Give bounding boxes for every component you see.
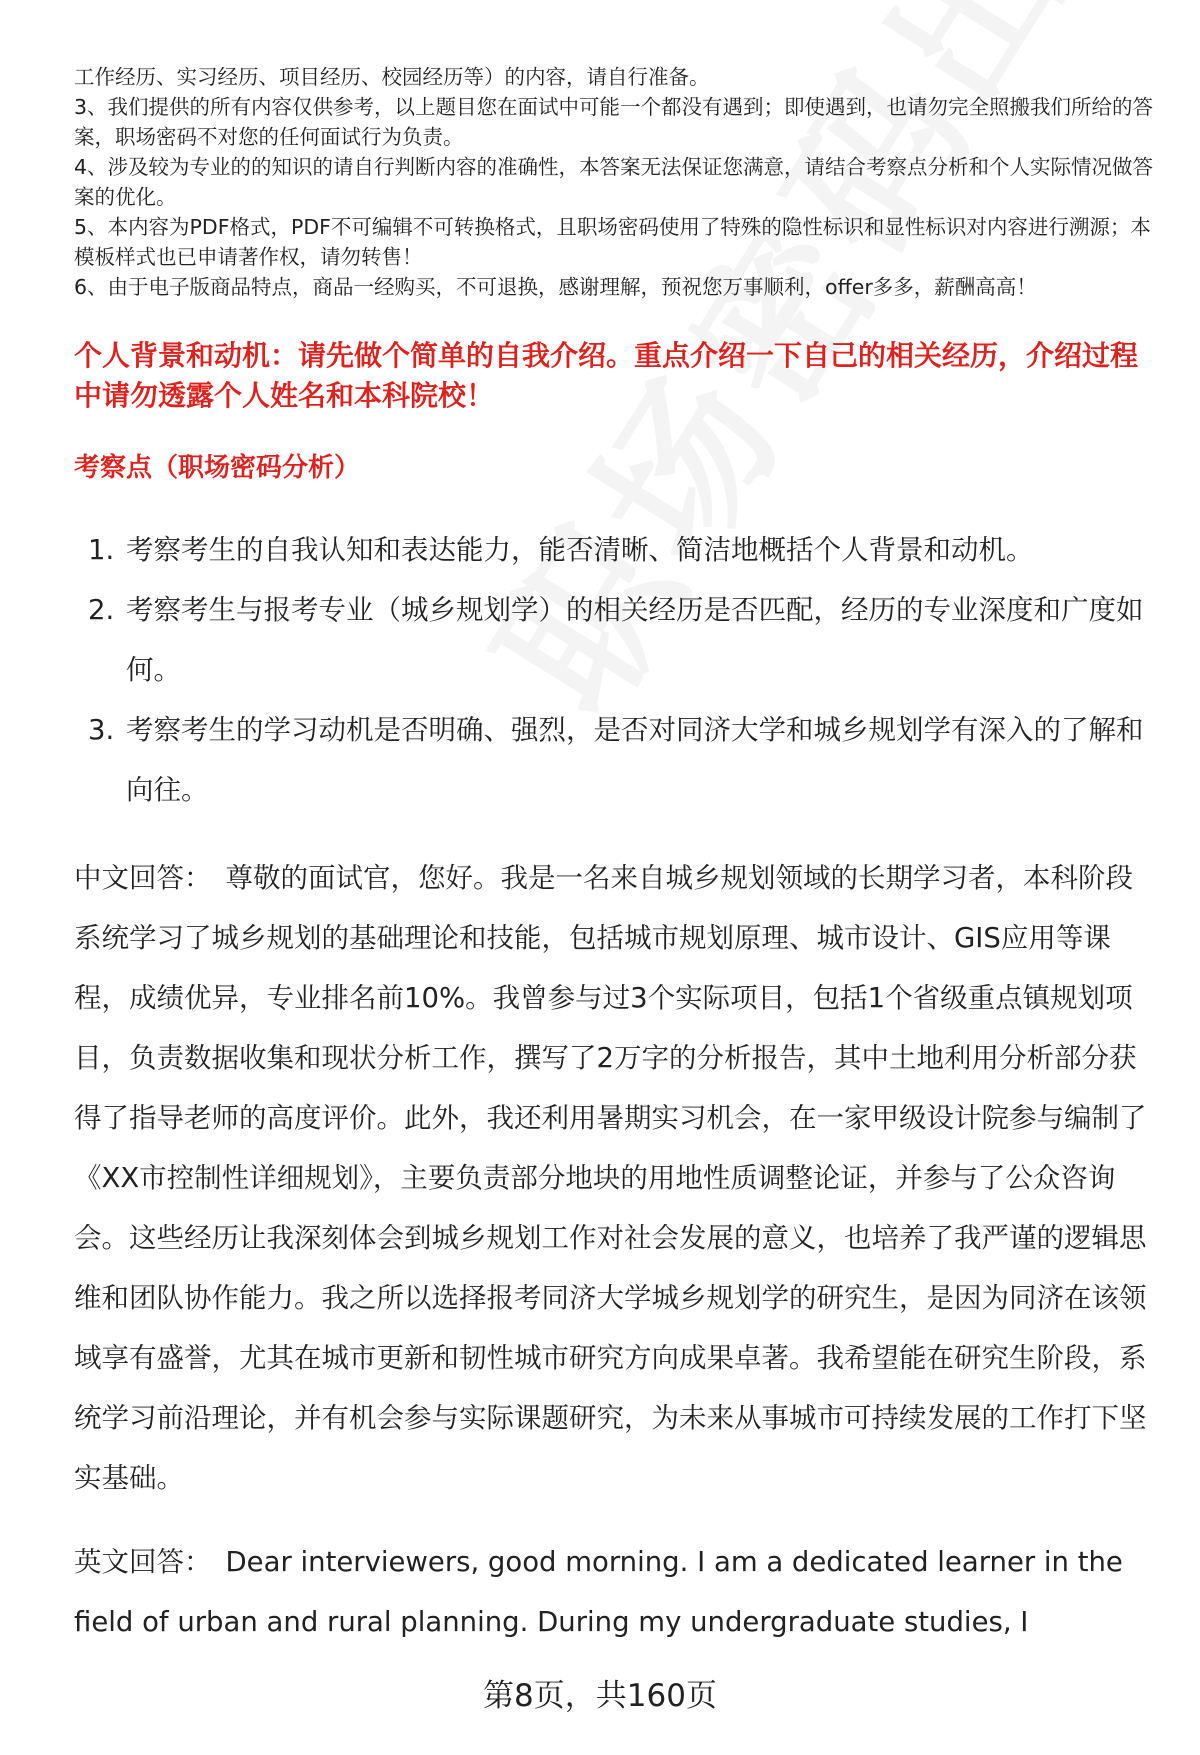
english-answer-text: Dear interviewers, good morning. I am a dedicated learner in the field of urban and rural planning. During my undergraduate studies, I xyxy=(74,1546,1123,1638)
note-line: 3、我们提供的所有内容仅供参考，以上题目您在面试中可能一个都没有遇到；即使遇到，也请勿完全照搬我们所给的答案，职场密码不对您的任何面试行为负责。 xyxy=(74,95,1154,149)
english-answer xyxy=(74,1532,1159,1652)
list-text: 考察考生的自我认知和表达能力，能否清晰、简洁地概括个人背景和动机。 xyxy=(126,534,1034,566)
assessment-points-title: 考察点（职场密码分析） xyxy=(74,453,361,483)
note-line: 5、本内容为PDF格式，PDF不可编辑不可转换格式，且职场密码使用了特殊的隐性标识和显性标识对内容进行溯源；本模板样式也已申请著作权，请勿转售！ xyxy=(74,215,1151,269)
list-item xyxy=(74,520,1154,580)
list-item xyxy=(74,580,1154,700)
note-line: 4、涉及较为专业的的知识的请自行判断内容的准确性，本答案无法保证您满意，请结合考察点分析和个人实际情况做答案的优化。 xyxy=(74,155,1154,209)
list-item xyxy=(74,700,1154,820)
list-text: 考察考生的学习动机是否明确、强烈，是否对同济大学和城乡规划学有深入的了解和向往。 xyxy=(126,714,1144,806)
list-number: 3. xyxy=(88,714,115,746)
chinese-answer xyxy=(74,848,1159,1508)
note-line: 工作经历、实习经历、项目经历、校园经历等）的内容，请自行准备。 xyxy=(74,65,710,89)
list-text: 考察考生与报考专业（城乡规划学）的相关经历是否匹配，经历的专业深度和广度如何。 xyxy=(126,594,1144,686)
list-number: 1. xyxy=(88,534,115,566)
list-number: 2. xyxy=(88,594,115,626)
question-heading: 个人背景和动机：请先做个简单的自我介绍。重点介绍一下自己的相关经历，介绍过程中请勿透露个人姓名和本科院校！ xyxy=(74,339,1139,412)
chinese-answer-label: 中文回答： xyxy=(74,862,212,894)
page-number-footer: 第8页，共160页 xyxy=(483,1678,717,1714)
assessment-points-list xyxy=(74,520,1154,820)
chinese-answer-text: 尊敬的面试官，您好。我是一名来自城乡规划领域的长期学习者，本科阶段系统学习了城乡规划的基础理论和技能，包括城市规划原理、城市设计、GIS应用等课程，成绩优异，专业排名前10%。我曾参与过3个实际项目，包括1个省级重点镇规划项目，负责数据收集和现状分析工作，撰写了2万字的分析报告，其中土地利用分析部分获得了指导老师的高度评价。此外，我还利用暑期实习机会，在一家甲级设计院参与编制了《XX市控制性详细规划》，主要负责部分地块的用地性质调整论证，并参与了公众咨询会。这些经历让我深刻体会到城乡规划工作对社会发展的意义，也培养了我严谨的逻辑思维和团队协作能力。我之所以选择报考同济大学城乡规划学的研究生，是因为同济在该领域享有盛誉，尤其在城市更新和韧性城市研究方向成果卓著。我希望能在研究生阶段，系统学习前沿理论，并有机会参与实际课题研究，为未来从事城市可持续发展的工作打下坚实基础。 xyxy=(74,862,1147,1494)
english-answer-label: 英文回答： xyxy=(74,1546,212,1578)
note-line: 6、由于电子版商品特点，商品一经购买，不可退换，感谢理解，预祝您万事顺利，offer多多，薪酬高高！ xyxy=(74,275,1037,299)
notes-block xyxy=(74,62,1154,302)
